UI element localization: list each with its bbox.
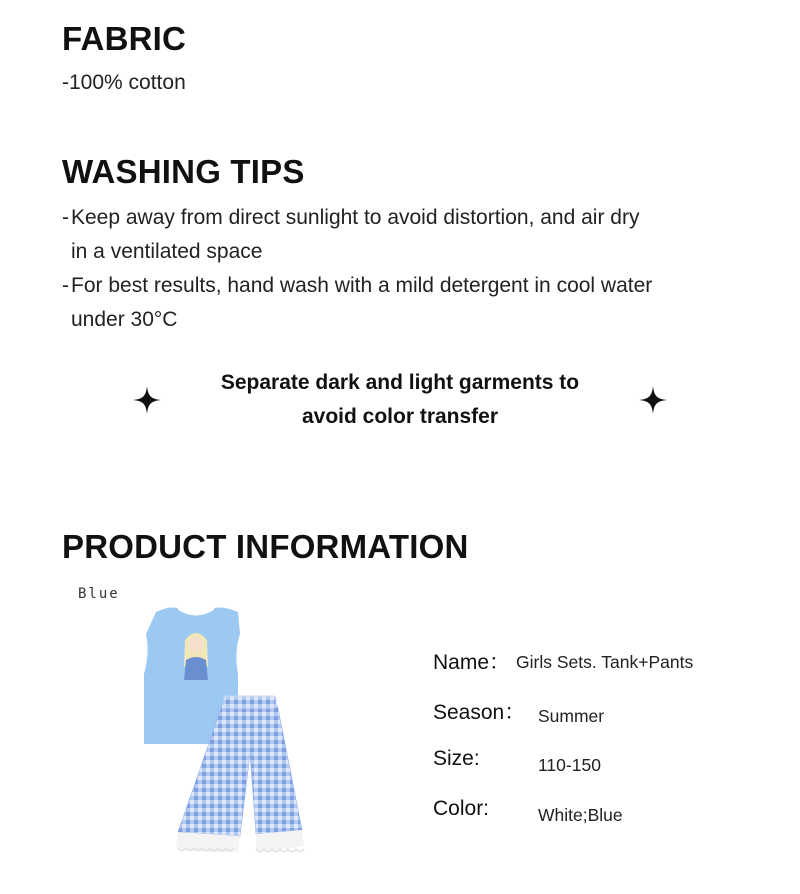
tip-line-1: Keep away from direct sunlight to avoid distortion, and air dry [71, 206, 640, 229]
field-label: Name： [433, 651, 511, 674]
care-callout [180, 366, 620, 434]
product-field [433, 646, 793, 676]
tip-dash: - [62, 206, 69, 229]
product-field [433, 797, 793, 825]
callout-line-2: avoid color transfer [301, 405, 499, 428]
field-label: Color: [433, 797, 490, 820]
product-image [138, 604, 318, 866]
sparkle-icon [639, 386, 667, 414]
fabric-text: 100% cotton [69, 71, 186, 94]
field-label: Season： [433, 701, 526, 724]
image-caption: Blue [78, 586, 120, 602]
callout-line-1: Separate dark and light garments to [220, 371, 580, 394]
field-label: Size: [433, 747, 480, 770]
field-value: Summer [538, 706, 605, 726]
product-field [433, 696, 793, 726]
product-heading: PRODUCT INFORMATION [62, 528, 469, 565]
field-value: White;Blue [538, 805, 623, 825]
tip-line-2: under 30°C [71, 308, 178, 331]
tip-line-2: in a ventilated space [71, 240, 263, 263]
washing-tip [62, 269, 722, 337]
product-field [433, 747, 793, 775]
tip-line-1: For best results, hand wash with a mild detergent in cool water [71, 274, 653, 297]
washing-tip [62, 201, 722, 269]
fabric-heading: FABRIC [62, 20, 187, 57]
field-value: Girls Sets. Tank+Pants [516, 652, 694, 672]
washing-heading: WASHING TIPS [62, 153, 305, 190]
fabric-dash: - [62, 71, 69, 94]
field-value: 110-150 [538, 755, 601, 775]
tip-dash: - [62, 274, 69, 297]
fabric-line [62, 66, 186, 100]
sparkle-icon [133, 386, 161, 414]
